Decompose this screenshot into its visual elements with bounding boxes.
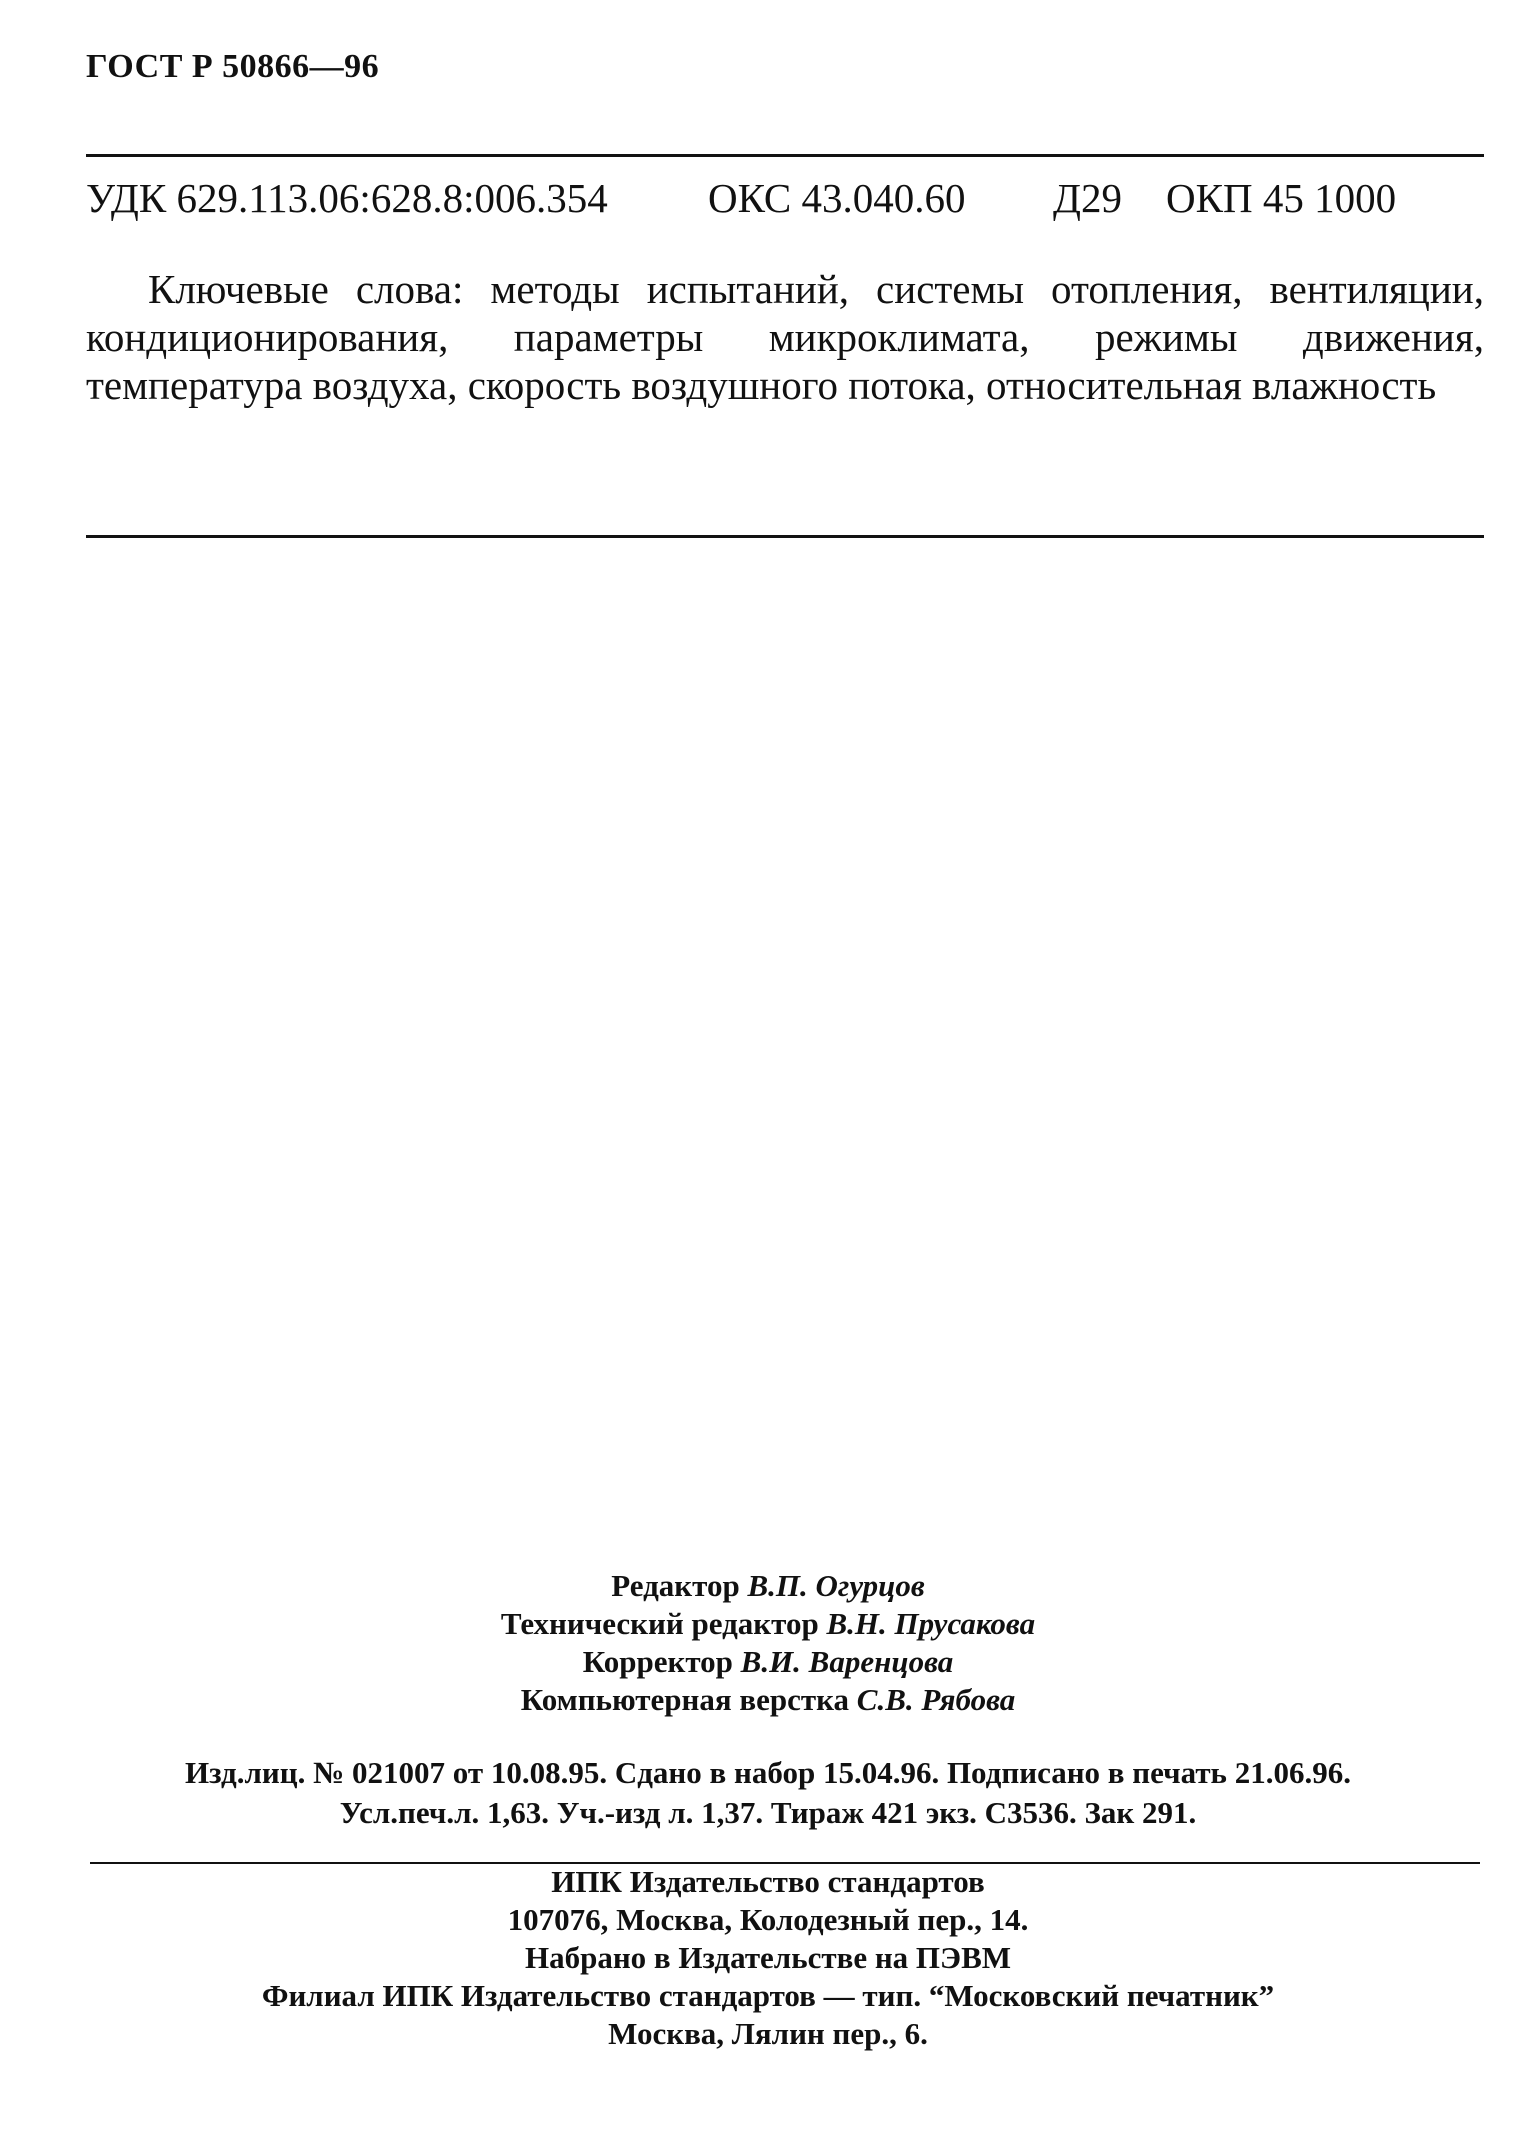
- credit-proofreader: [0, 1643, 1536, 1681]
- publication-line: Изд.лиц. № 021007 от 10.08.95. Сдано в набор 15.04.96. Подписано в печать 21.06.96.: [185, 1755, 1351, 1790]
- imprint-line: 107076, Москва, Колодезный пер., 14.: [507, 1902, 1029, 1937]
- top-rule: [86, 154, 1484, 157]
- credits-block: [0, 1567, 1536, 1719]
- imprint-line: Филиал ИПК Издательство стандартов — тип. “Московский печатник”: [261, 1978, 1275, 2013]
- middle-rule: [86, 535, 1484, 538]
- imprint-line: Набрано в Издательстве на ПЭВМ: [524, 1940, 1012, 1975]
- oks-code: ОКС 43.040.60: [708, 175, 966, 221]
- credit-person: В.И. Варенцова: [740, 1644, 954, 1679]
- udk-code: УДК 629.113.06:628.8:006.354: [86, 175, 608, 221]
- credit-layout: [0, 1681, 1536, 1719]
- credit-editor: [0, 1567, 1536, 1605]
- credit-role: Технический редактор: [500, 1606, 819, 1641]
- standard-code: ГОСТ Р 50866—96: [86, 48, 380, 85]
- group-code: Д29: [1053, 175, 1122, 221]
- okp-code: ОКП 45 1000: [1166, 175, 1397, 221]
- credit-role: Компьютерная верстка: [520, 1682, 850, 1717]
- publication-details: [0, 1753, 1536, 1833]
- imprint-block: [0, 1863, 1536, 2053]
- imprint-line: ИПК Издательство стандартов: [551, 1864, 985, 1899]
- credit-person: В.П. Огурцов: [747, 1568, 925, 1603]
- keywords-paragraph: Ключевые слова: методы испытаний, системы отопления, вентиляции, кондиционирования, параметры микроклимата, режимы движения, температура воздуха, скорость воздушного потока, относительная влажность: [86, 266, 1484, 408]
- publication-line: Усл.печ.л. 1,63. Уч.-изд л. 1,37. Тираж 421 экз. С3536. Зак 291.: [339, 1795, 1197, 1830]
- credit-person: С.В. Рябова: [856, 1682, 1016, 1717]
- credit-technical-editor: [0, 1605, 1536, 1643]
- imprint-line: Москва, Лялин пер., 6.: [608, 2016, 928, 2051]
- credit-person: В.Н. Прусакова: [826, 1606, 1036, 1641]
- credit-role: Редактор: [611, 1568, 740, 1603]
- credit-role: Корректор: [582, 1644, 733, 1679]
